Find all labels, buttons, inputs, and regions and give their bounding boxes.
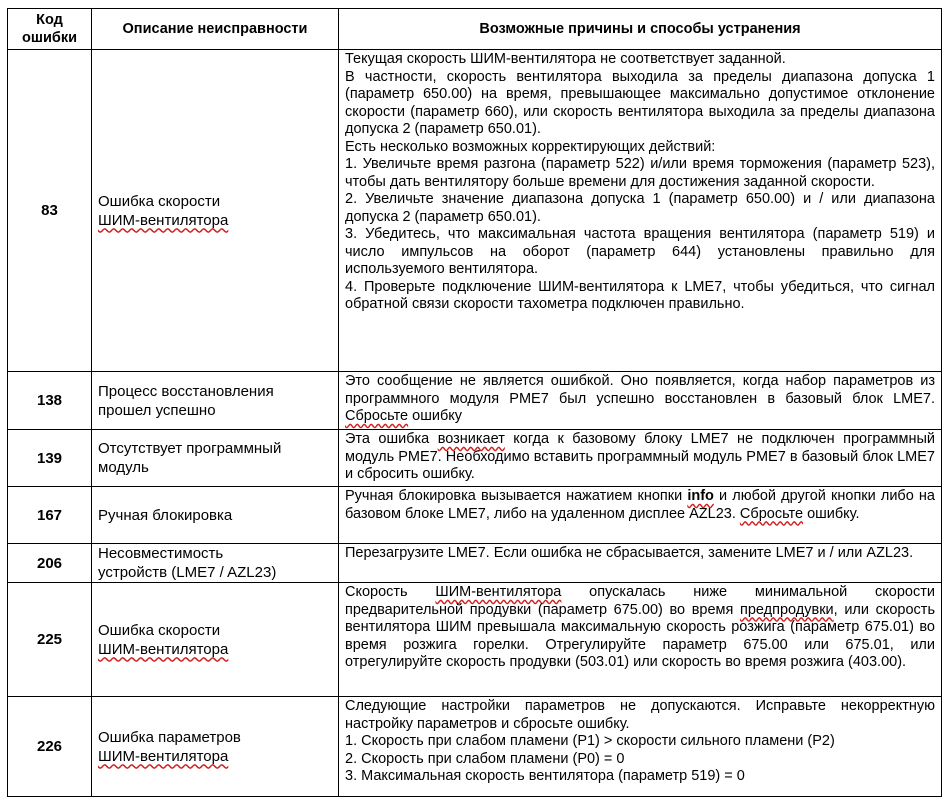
- fault-description: Ошибка параметров ШИМ-вентилятора: [92, 697, 339, 797]
- fault-codes-table: [7, 8, 942, 797]
- fault-remedy: [339, 50, 942, 372]
- remedy-line: Есть несколько возможных корректирующих действий:: [345, 138, 716, 155]
- error-code: 225: [8, 583, 92, 697]
- info-keyword: info: [687, 488, 714, 504]
- error-code: 138: [8, 372, 92, 430]
- remedy-line: 3. Максимальная скорость вентилятора (параметр 519) = 0: [345, 768, 745, 784]
- fault-remedy: Это сообщение не является ошибкой. Оно появляется, когда набор параметров из программного модуля PME7 был успешно восстановлен в базовый блок LME7. Сбросьте ошибку: [339, 372, 942, 430]
- remedy-line: В частности, скорость вентилятора выходила за пределы диапазона допуска 1 (параметр 650.00) на время, превышающее максимально допустимое отклонение скорости (параметр 660), или скорость вентилятора выходила за пределы диапазона допуска 2 (параметр 650.01).: [345, 68, 935, 137]
- remedy-line: Следующие настройки параметров не допускаются. Исправьте некорректную настройку параметров и сбросьте ошибку.: [345, 698, 935, 732]
- header-causes: Возможные причины и способы устранения: [339, 9, 942, 50]
- fault-remedy: Скорость ШИМ-вентилятора опускалась ниже минимальной скорости предварительной продувки (параметр 675.00) во время предпродувки, или скорость вентилятора ШИМ превышала максимальную скорость розжига (параметр 675.01) во время розжига горелки. Отрегулируйте параметр 675.00 или 675.01, или отрегулируйте скорость продувки (503.01) или скорость во время розжига (403.00).: [339, 583, 942, 697]
- table-row: [8, 50, 942, 372]
- fault-remedy: Перезагрузите LME7. Если ошибка не сбрасывается, замените LME7 и / или AZL23.: [339, 544, 942, 583]
- table-row: [8, 372, 942, 430]
- remedy-line: 4. Проверьте подключение ШИМ-вентилятора к LME7, чтобы убедиться, что сигнал обратной связи скорости тахометра подключен правильно.: [345, 278, 935, 312]
- fault-remedy: Эта ошибка возникает когда к базовому блоку LME7 не подключен программный модуль PME7. Необходимо вставить программный модуль PME7 в базовый блок LME7 и сбросить ошибку.: [339, 430, 942, 487]
- fault-description: Ошибка скорости ШИМ-вентилятора: [92, 583, 339, 697]
- remedy-line: 2. Увеличьте значение диапазона допуска 1 (параметр 650.00) и / или диапазона допуска 2 (параметр 650.01).: [345, 191, 935, 225]
- remedy-line: 3. Убедитесь, что максимальная частота вращения вентилятора (параметр 519) и число импульсов на оборот (параметр 644) установлены правильно для используемого вентилятора.: [345, 226, 935, 277]
- error-code: 206: [8, 544, 92, 583]
- error-code: 83: [8, 50, 92, 372]
- fault-description: Процесс восстановления прошел успешно: [92, 372, 339, 430]
- table-row: [8, 430, 942, 487]
- header-description: Описание неисправности: [92, 9, 339, 50]
- header-row: [8, 9, 942, 50]
- fault-description: Ручная блокировка: [92, 487, 339, 544]
- table-row: [8, 697, 942, 797]
- error-code: 139: [8, 430, 92, 487]
- remedy-line: 1. Увеличьте время разгона (параметр 522) и/или время торможения (параметр 523), чтобы дать вентилятору больше времени для достижения заданной скорости.: [345, 156, 935, 190]
- error-code: 226: [8, 697, 92, 797]
- table-row: [8, 487, 942, 544]
- remedy-line: 1. Скорость при слабом пламени (P1) > скорости сильного пламени (P2): [345, 733, 835, 749]
- fault-description: Несовместимость устройств (LME7 / AZL23): [92, 544, 339, 583]
- remedy-line: Текущая скорость ШИМ-вентилятора не соответствует заданной.: [345, 51, 786, 67]
- table-row: [8, 544, 942, 583]
- header-code: Код ошибки: [8, 9, 92, 50]
- remedy-line: 2. Скорость при слабом пламени (P0) = 0: [345, 750, 625, 767]
- fault-description: Ошибка скорости ШИМ-вентилятора: [92, 50, 339, 372]
- fault-remedy: [339, 697, 942, 797]
- fault-description: Отсутствует программный модуль: [92, 430, 339, 487]
- fault-remedy: Ручная блокировка вызывается нажатием кнопки info и любой другой кнопки либо на базовом блоке LME7, либо на удаленном дисплее AZL23. Сбросьте ошибку.: [339, 487, 942, 544]
- table-row: [8, 583, 942, 697]
- error-code: 167: [8, 487, 92, 544]
